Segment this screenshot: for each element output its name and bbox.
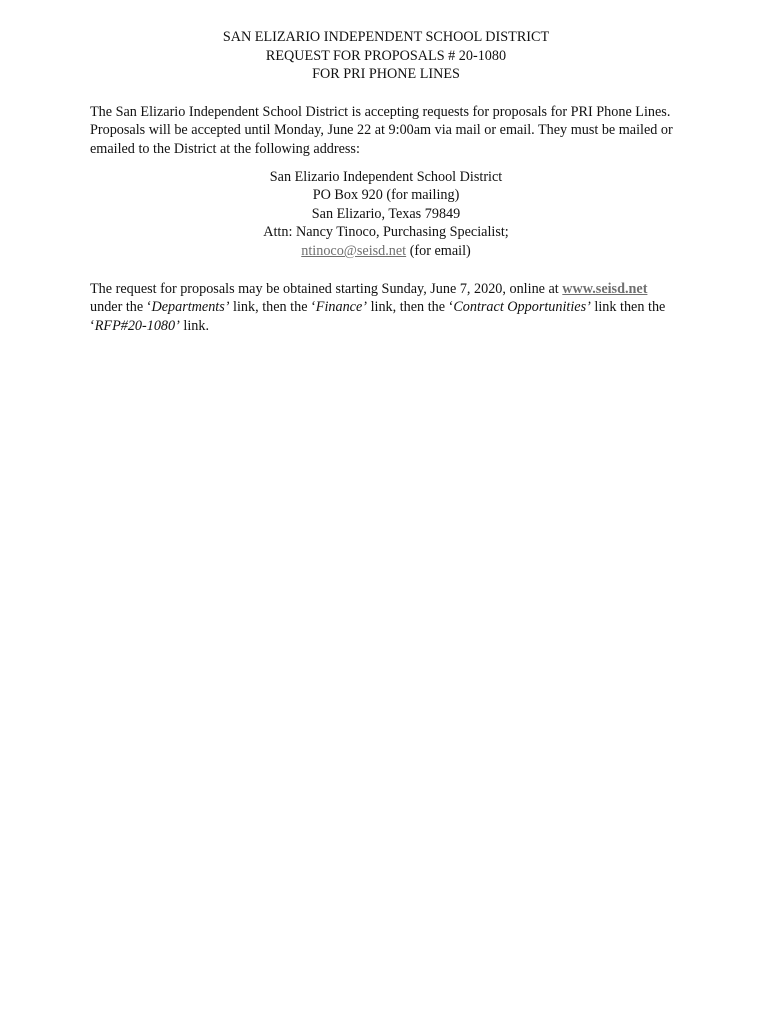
address-po-box: PO Box 920 (for mailing) — [312, 187, 460, 204]
intro-paragraph: The San Elizario Independent School District is accepting requests for proposals for PRI Phone Lines. Proposals will be accepted until Monday, June 22 at 9:00am via mail or email. They must be mailed or emailed to the District at the following address: — [90, 103, 673, 157]
obtain-text-1: The request for proposals may be obtained starting Sunday, June 7, 2020, online at — [90, 280, 563, 297]
obtain-text-3: link, then the ‘ — [229, 299, 316, 316]
departments-link-name: Departments’ — [151, 299, 230, 316]
mailing-address — [90, 168, 682, 261]
address-attn: Attn: Nancy Tinoco, Purchasing Specialist; — [263, 224, 509, 241]
finance-link-name: Finance’ — [315, 299, 368, 316]
address-district: San Elizario Independent School District — [269, 168, 503, 185]
obtain-text-6: link. — [179, 317, 210, 334]
obtain-text-5: link then the ‘ — [90, 299, 666, 334]
rfp-link-name: RFP#20-1080’ — [94, 317, 180, 334]
contract-opportunities-link-name: Contract Opportunities’ — [453, 299, 591, 316]
obtain-text-2: under the ‘ — [90, 299, 152, 316]
address-city: San Elizario, Texas 79849 — [311, 205, 461, 222]
heading-rfp-number: REQUEST FOR PROPOSALS # 20-1080 — [265, 47, 507, 64]
obtain-paragraph — [90, 280, 682, 336]
obtain-text-4: link, then the ‘ — [367, 299, 454, 316]
heading-district: SAN ELIZARIO INDEPENDENT SCHOOL DISTRICT — [222, 29, 550, 45]
email-suffix: (for email) — [406, 242, 471, 259]
website-link[interactable]: www.seisd.net — [562, 280, 648, 297]
address-email-line — [90, 242, 682, 261]
email-link[interactable]: ntinoco@seisd.net — [301, 242, 407, 259]
heading-subject: FOR PRI PHONE LINES — [312, 66, 460, 83]
document-heading — [90, 28, 682, 84]
